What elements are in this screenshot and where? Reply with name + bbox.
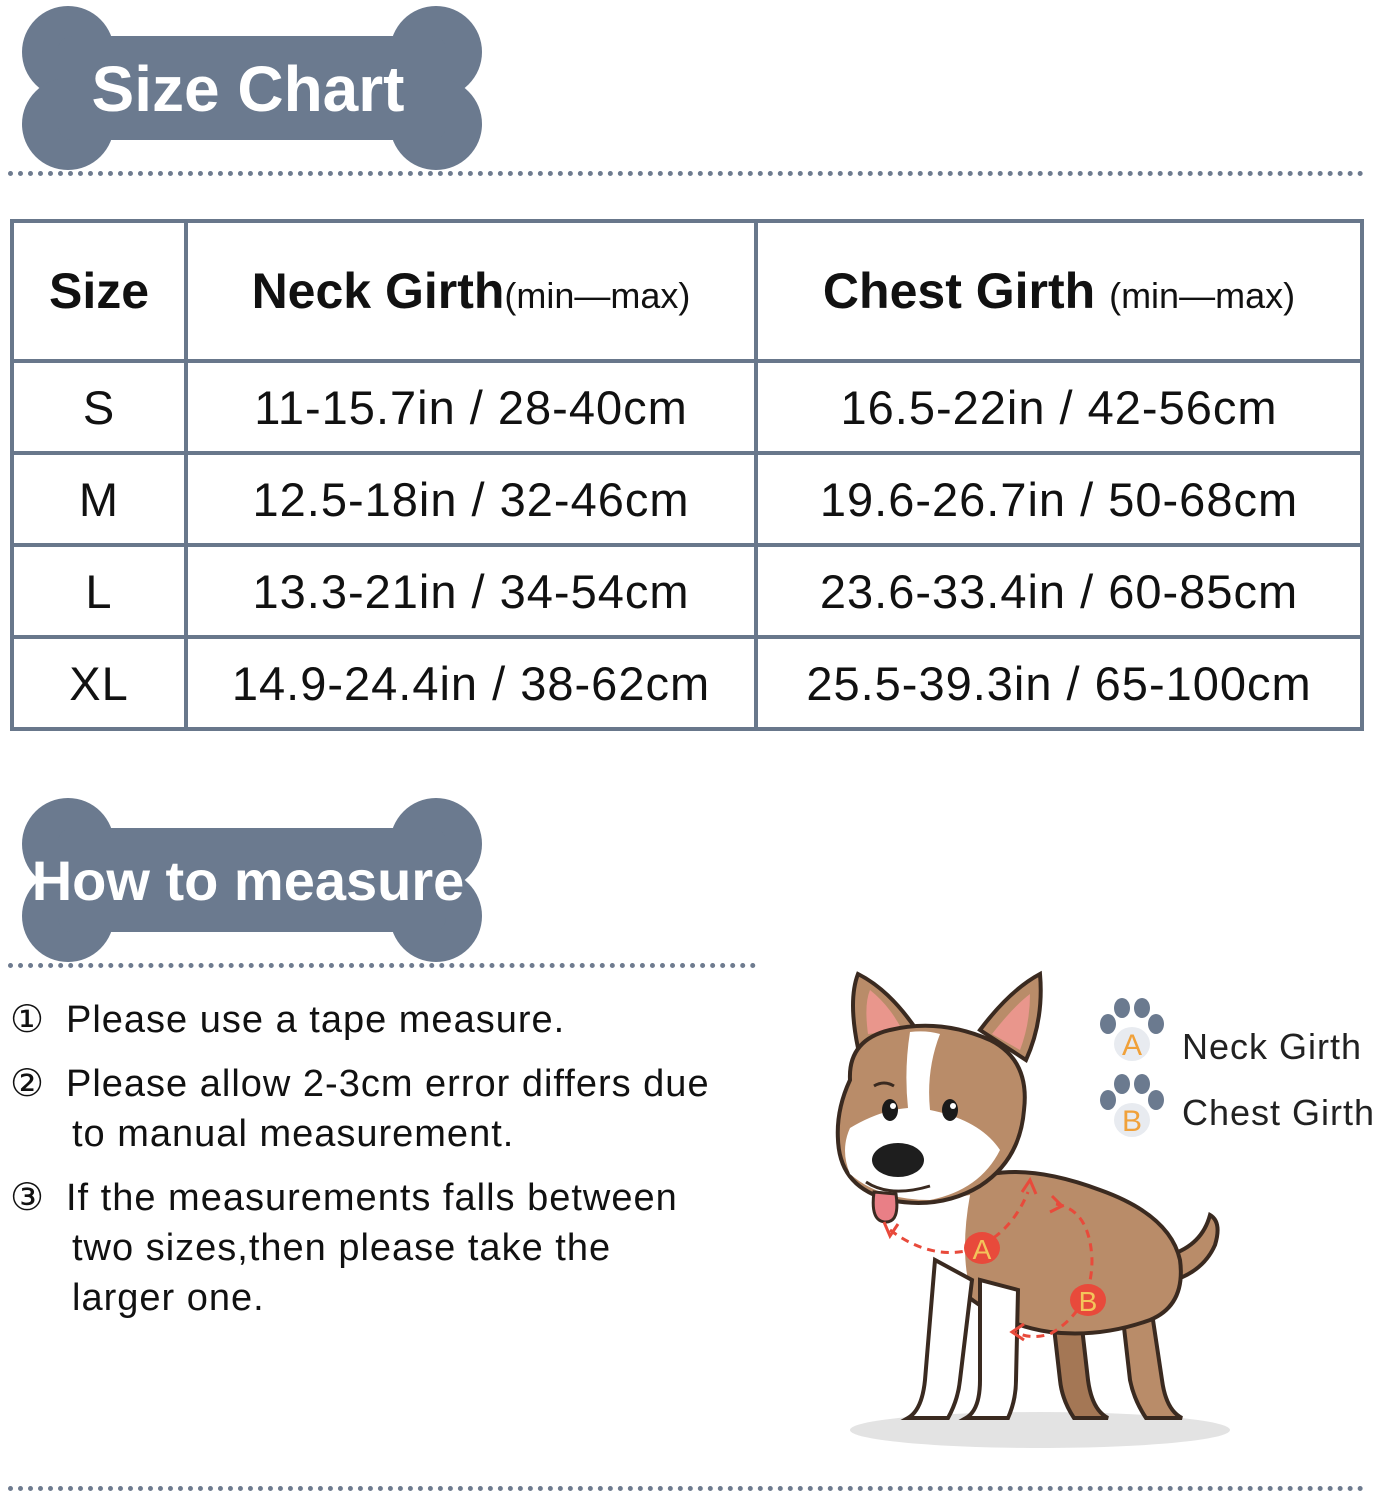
table-header-row — [12, 221, 1362, 361]
header-neck-unit: (min—max) — [504, 275, 691, 316]
step-line: If the measurements falls between — [66, 1177, 678, 1219]
cell-neck: 14.9-24.4in / 38-62cm — [186, 637, 756, 729]
legend-badge: A — [1121, 1029, 1143, 1062]
cell-chest: 25.5-39.3in / 65-100cm — [756, 637, 1362, 729]
divider-middle — [8, 963, 756, 968]
legend-badge: B — [1121, 1105, 1143, 1138]
step-text — [66, 1173, 770, 1323]
cell-size: M — [12, 453, 186, 545]
table-row — [12, 361, 1362, 453]
step-text — [66, 995, 770, 1045]
divider-top — [8, 171, 1364, 176]
size-chart-table — [10, 219, 1364, 731]
table-row — [12, 637, 1362, 729]
list-item — [10, 995, 770, 1045]
marker-a: A — [972, 1234, 992, 1265]
step-number: ③ — [10, 1177, 46, 1219]
divider-bottom — [8, 1486, 1364, 1491]
cell-size: S — [12, 361, 186, 453]
cell-size: L — [12, 545, 186, 637]
how-to-measure-badge — [8, 796, 496, 966]
header-chest-girth — [756, 221, 1362, 361]
header-neck-label: Neck Girth — [251, 263, 505, 319]
table-row — [12, 545, 1362, 637]
cell-neck: 13.3-21in / 34-54cm — [186, 545, 756, 637]
step-text — [66, 1059, 770, 1159]
size-chart-title: Size Chart — [91, 53, 405, 125]
cell-neck: 11-15.7in / 28-40cm — [186, 361, 756, 453]
step-line: Please use a tape measure. — [66, 999, 566, 1041]
dog-icon — [830, 960, 1270, 1460]
step-line: two sizes,then please take the — [72, 1227, 612, 1269]
measure-steps — [10, 995, 770, 1337]
step-number: ② — [10, 1063, 46, 1105]
cell-neck: 12.5-18in / 32-46cm — [186, 453, 756, 545]
list-item — [10, 1173, 770, 1323]
size-chart-badge — [8, 4, 496, 174]
cell-chest: 23.6-33.4in / 60-85cm — [756, 545, 1362, 637]
header-neck-girth — [186, 221, 756, 361]
table-row — [12, 453, 1362, 545]
dog-illustration — [830, 960, 1270, 1465]
marker-b: B — [1078, 1286, 1098, 1317]
header-chest-label: Chest Girth — [822, 263, 1096, 319]
list-item — [10, 1059, 770, 1159]
how-to-measure-title: How to measure — [31, 849, 465, 912]
step-line: Please allow 2-3cm error differs due — [66, 1063, 710, 1105]
cell-chest: 19.6-26.7in / 50-68cm — [756, 453, 1362, 545]
step-line: larger one. — [72, 1277, 265, 1319]
step-line: to manual measurement. — [72, 1113, 515, 1155]
cell-size: XL — [12, 637, 186, 729]
step-number: ① — [10, 999, 46, 1041]
header-chest-unit: (min—max) — [1109, 275, 1296, 316]
legend-label: Chest Girth — [1182, 1092, 1376, 1133]
legend-label: Neck Girth — [1182, 1026, 1363, 1067]
cell-chest: 16.5-22in / 42-56cm — [756, 361, 1362, 453]
header-size: Size — [12, 221, 186, 361]
